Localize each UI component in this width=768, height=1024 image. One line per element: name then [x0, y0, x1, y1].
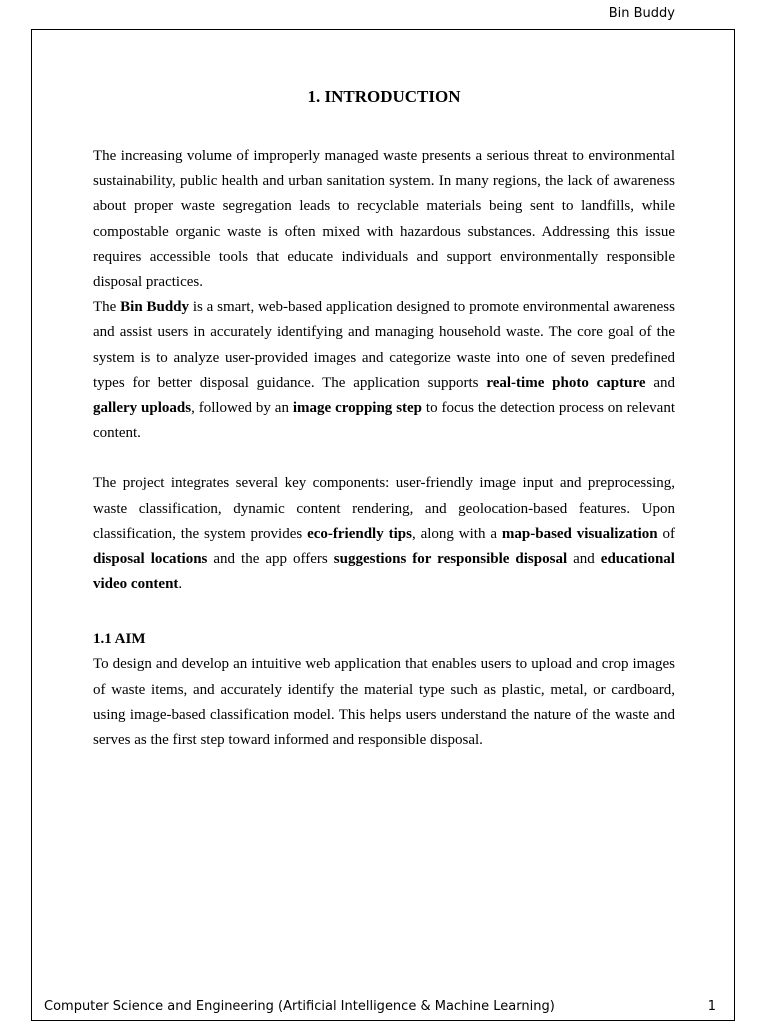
text-run: , along with a [411, 525, 502, 542]
text-run: . [178, 576, 183, 593]
page-content [93, 86, 675, 753]
bold-run: disposal locations [93, 551, 208, 568]
bold-run: real-time photo capture [486, 374, 646, 391]
text-run: is a smart, web-based application designed to promote environmental awareness and assist users in accurately identifying and managing household waste. The core goal of the system is to analyze user-provided images and categorize waste into one of seven predefined types for better disposal guidance. The application supports [93, 299, 675, 391]
bold-run: suggestions for responsible disposal [333, 551, 568, 568]
running-header: Bin Buddy [608, 6, 675, 21]
paragraph-spacer [93, 446, 675, 471]
bold-run: gallery uploads [93, 400, 192, 417]
page-number: 1 [707, 999, 716, 1014]
text-run: , followed by an [191, 400, 293, 417]
bold-run: eco-friendly tips [307, 525, 412, 542]
chapter-title: 1. INTRODUCTION [307, 87, 461, 106]
aim-heading: 1.1 AIM [93, 631, 146, 648]
text-run: and [645, 374, 675, 391]
intro-paragraph-3 [93, 471, 675, 597]
bold-run: Bin Buddy [120, 299, 190, 316]
text-run: The project integrates several key components: user-friendly image input and preprocessing, waste classification, dynamic content rendering, and geolocation-based features. Upon classification, the system provides [93, 475, 675, 542]
text-run: and the app offers [207, 551, 334, 568]
text-run: and [567, 551, 601, 568]
aim-paragraph: To design and develop an intuitive web application that enables users to upload and crop images of waste items, and accurately identify the material type such as plastic, metal, or cardboard, using image-based classification model. This helps users understand the nature of the waste and serves as the first step toward informed and responsible disposal. [93, 656, 675, 749]
intro-paragraph-1: The increasing volume of improperly managed waste presents a serious threat to environmental sustainability, public health and urban sanitation system. In many regions, the lack of awareness about proper waste segregation leads to recyclable materials being sent to landfills, while compostable organic waste is often mixed with hazardous substances. Addressing this issue requires accessible tools that educate individuals and support environmentally responsible disposal practices. [93, 148, 675, 291]
page-footer [44, 999, 716, 1014]
text-run: of [657, 525, 676, 542]
bold-run: image cropping step [292, 400, 423, 417]
intro-paragraph-2 [93, 295, 675, 446]
bold-run: educational video content [93, 551, 675, 593]
bold-run: map-based visualization [501, 525, 658, 542]
text-run: The [93, 299, 121, 316]
footer-department: Computer Science and Engineering (Artificial Intelligence & Machine Learning) [44, 999, 555, 1014]
section-spacer [93, 597, 675, 627]
text-run: to focus the detection process on relevant content. [93, 400, 675, 442]
